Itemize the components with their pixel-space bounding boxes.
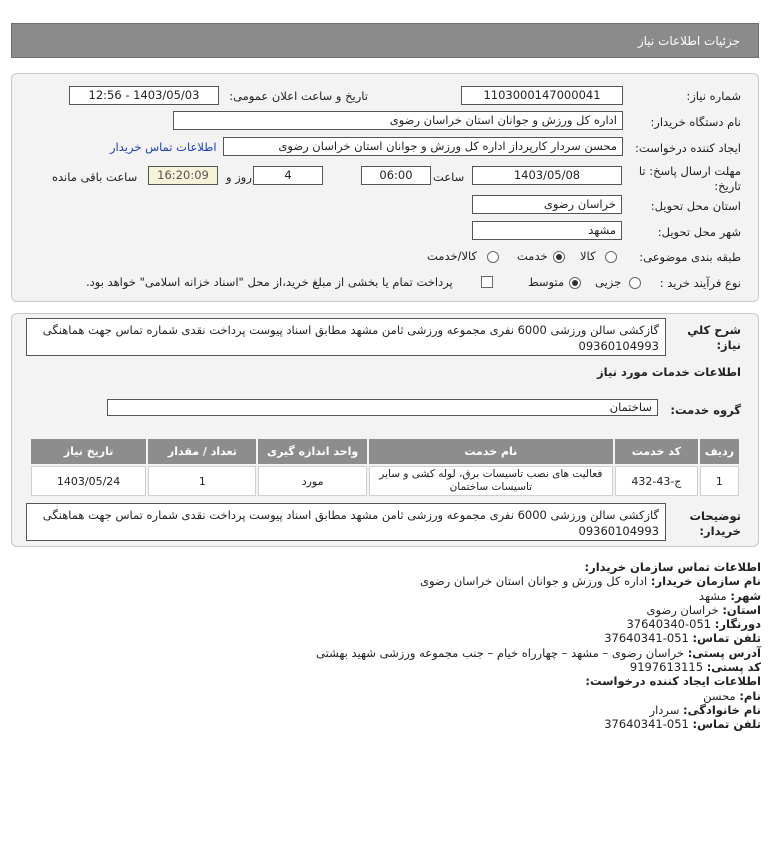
treasury-text: پرداخت تمام یا بخشی از مبلغ خرید،از محل "اسناد خزانه اسلامی" خواهد بود. [86, 275, 453, 289]
summary-label-2: نیاز: [716, 338, 741, 352]
fax-value: 051-37640340 [626, 617, 712, 632]
summary-text: گازکشی سالن ورزشی 6000 نفری مجموعه ورزشی ثامن مشهد مطابق اسناد پیوست پرداخت نقدی شماره تماس جهت هماهنگی 09360104993 [26, 318, 666, 356]
table-header-row [31, 439, 739, 464]
buyer-org-field: اداره کل ورزش و جوانان استان خراسان رضوی [173, 111, 623, 130]
remaining-label: ساعت باقی مانده [52, 170, 138, 184]
deadline-time-field: 06:00 [361, 166, 431, 185]
deadline-label-date: تاریخ: [714, 179, 741, 193]
province-label: استان محل تحویل: [650, 199, 741, 213]
cell-qty: 1 [148, 466, 256, 496]
org-name-label: نام سازمان خریدار: [650, 574, 761, 589]
contact-province: خراسان رضوی [646, 602, 719, 617]
announce-label: تاریخ و ساعت اعلان عمومی: [229, 89, 368, 103]
buyer-contact-link[interactable]: اطلاعات تماس خریدار [110, 140, 217, 154]
org-heading: اطلاعات تماس سازمان خریدار: [584, 560, 761, 574]
days-field: 4 [253, 166, 323, 185]
creator-heading: اطلاعات ایجاد کننده درخواست: [585, 674, 761, 689]
first-name: محسن [703, 688, 736, 703]
col-unit: واحد اندازه گیری [258, 439, 366, 464]
col-date: تاریخ نیاز [31, 439, 146, 464]
category-option-goods: کالا [580, 249, 596, 263]
remaining-time-field: 16:20:09 [148, 166, 218, 185]
first-name-label: نام: [739, 688, 761, 703]
postal-value: 9197613115 [629, 660, 704, 675]
category-radio-service[interactable] [553, 251, 565, 263]
org-name: اداره کل ورزش و جوانان استان خراسان رضوی [419, 574, 648, 589]
last-name-label: نام خانوادگی: [683, 702, 761, 717]
phone-value: 051-37640341 [604, 631, 689, 646]
deadline-time-label: ساعت [433, 170, 465, 184]
deadline-date-field: 1403/05/08 [472, 166, 622, 185]
services-table [29, 437, 741, 498]
process-label: نوع فرآیند خرید : [659, 276, 741, 290]
buyer-org-label: نام دستگاه خریدار: [650, 115, 741, 129]
service-group-label: گروه خدمت: [670, 403, 741, 417]
col-name: نام خدمت [369, 439, 613, 464]
buyer-notes-text: گازکشی سالن ورزشی 6000 نفری مجموعه ورزشی ثامن مشهد مطابق اسناد پیوست پرداخت نقدی شماره تماس جهت هماهنگی 09360104993 [26, 503, 666, 541]
service-group-field: ساختمان [107, 399, 658, 416]
creator-phone-label: تلفن تماس: [692, 717, 761, 732]
contact-city: مشهد [698, 588, 727, 603]
contact-info [316, 560, 761, 732]
contact-province-label: استان: [722, 602, 761, 617]
cell-name: فعالیت های نصب تاسیسات برق، لوله کشی و سایر تاسیسات ساختمان [369, 466, 613, 496]
address-label: آدرس پستی: [687, 645, 761, 660]
treasury-checkbox[interactable] [481, 276, 493, 288]
summary-label: شرح کلي [687, 323, 741, 337]
category-radio-goods-service[interactable] [487, 251, 499, 263]
address-value: خراسان رضوی – مشهد – چهارراه خیام – جنب مجموعه ورزشی شهید بهشتی [316, 645, 685, 660]
cell-code: ج-43-432 [615, 466, 698, 496]
creator-field: محسن سردار کارپرداز اداره کل ورزش و جوانان استان خراسان رضوی [223, 137, 623, 156]
province-field: خراسان رضوی [472, 195, 622, 214]
cell-date: 1403/05/24 [31, 466, 146, 496]
col-qty: تعداد / مقدار [148, 439, 256, 464]
creator-label: ایجاد کننده درخواست: [635, 141, 741, 155]
creator-phone: 051-37640341 [604, 717, 689, 732]
city-label: شهر محل تحویل: [657, 225, 741, 239]
col-row: ردیف [700, 439, 739, 464]
need-number-label: شماره نیاز: [686, 89, 741, 103]
deadline-label: مهلت ارسال پاسخ: تا [638, 164, 741, 178]
contact-city-label: شهر: [730, 588, 761, 603]
days-label: روز و [226, 170, 252, 184]
table-row [31, 466, 739, 496]
col-code: کد خدمت [615, 439, 698, 464]
process-radio-medium[interactable] [569, 277, 581, 289]
cell-row: 1 [700, 466, 739, 496]
fax-label: دورنگار: [714, 617, 761, 632]
process-option-minor: جزیی [595, 275, 622, 289]
buyer-notes-label: توضیحات [689, 509, 741, 523]
category-option-service: خدمت [517, 249, 548, 263]
services-title: اطلاعات خدمات مورد نیاز [597, 365, 741, 379]
city-field: مشهد [472, 221, 622, 240]
announce-field: 1403/05/03 - 12:56 [69, 86, 219, 105]
page-header [11, 23, 759, 58]
need-info-panel [11, 73, 759, 302]
category-option-goods-service: کالا/خدمت [427, 249, 478, 263]
cell-unit: مورد [258, 466, 366, 496]
phone-label: تلفن تماس: [692, 631, 761, 646]
last-name: سردار [649, 702, 680, 717]
process-option-medium: متوسط [528, 275, 565, 289]
process-radio-minor[interactable] [629, 277, 641, 289]
category-radio-goods[interactable] [605, 251, 617, 263]
postal-label: کد پستی: [706, 660, 761, 675]
category-label: طبقه بندی موضوعی: [639, 250, 741, 264]
need-number-field: 1103000147000041 [461, 86, 623, 105]
page-title: جزئیات اطلاعات نیاز [637, 34, 740, 48]
buyer-notes-label-2: خریدار: [699, 524, 741, 538]
